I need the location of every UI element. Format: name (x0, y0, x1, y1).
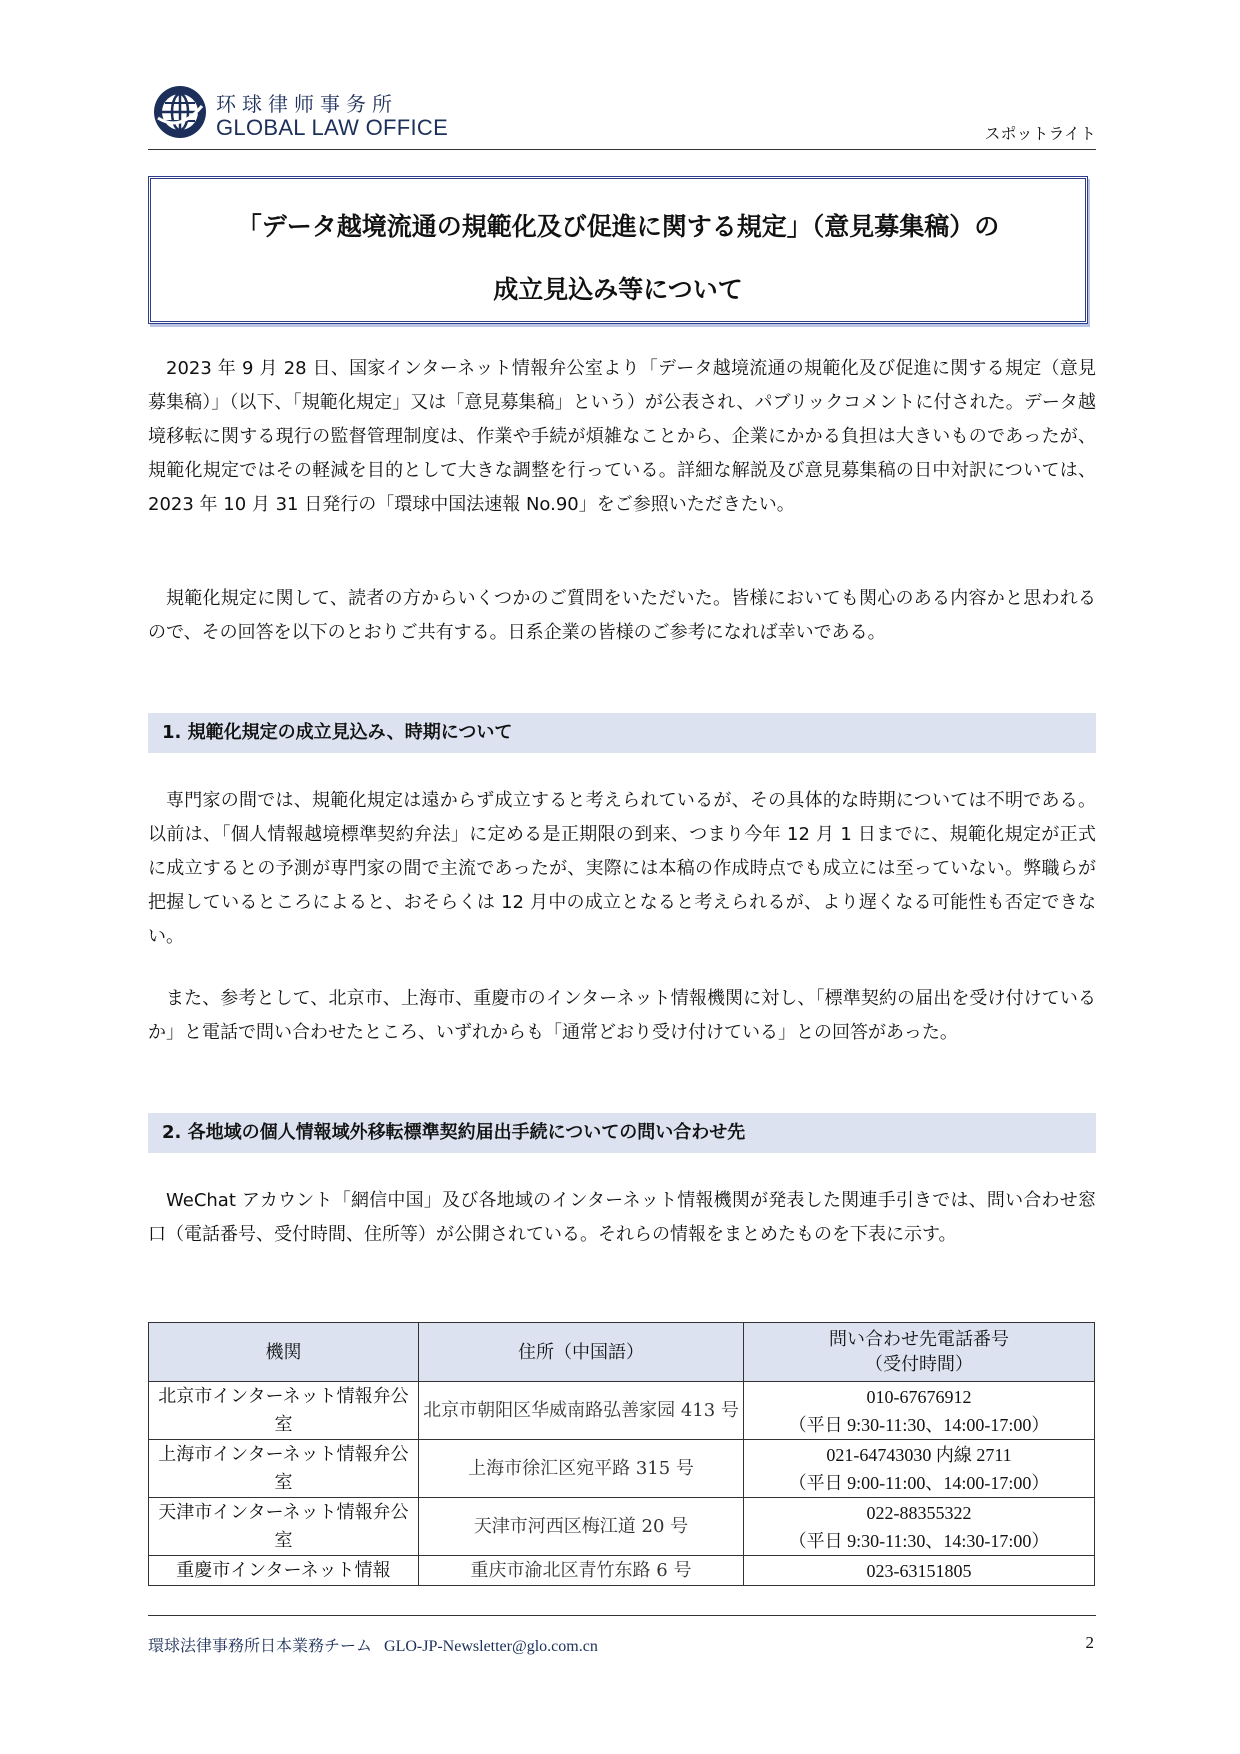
title-box (148, 176, 1088, 324)
office-hours: （平日 9:30-11:30、14:00-17:00） (788, 1414, 1050, 1435)
org-cell: 上海市インターネット情報弁公室 (149, 1440, 419, 1498)
contacts-table (148, 1322, 1095, 1586)
document-title-line2: 成立見込み等について (493, 275, 743, 304)
office-hours: （平日 9:30-11:30、14:30-17:00） (788, 1530, 1050, 1551)
globe-logo-icon (152, 84, 208, 140)
column-header-hours-label: （受付時間） (865, 1354, 973, 1375)
section-heading-2: 2. 各地域の個人情報域外移転標準契約届出手続についての問い合わせ先 (148, 1113, 1096, 1153)
office-hours: （平日 9:00-11:00、14:00-17:00） (788, 1472, 1050, 1493)
phone-cell (744, 1382, 1095, 1440)
address-cell: 重庆市渝北区青竹东路 6 号 (419, 1556, 744, 1586)
footer-divider (148, 1615, 1096, 1616)
logo-english-name: GLOBAL LAW OFFICE (216, 115, 449, 140)
logo-chinese-name: 环球律师事务所 (216, 92, 398, 116)
org-cell: 北京市インターネット情報弁公室 (149, 1382, 419, 1440)
document-title-line1: 「データ越境流通の規範化及び促進に関する規定」（意見募集稿）の (236, 212, 1000, 241)
column-header-phone (744, 1323, 1095, 1382)
section-2-paragraph-1: WeChat アカウント「網信中国」及び各地域のインターネット情報機関が発表した関連手引きでは、問い合わせ窓口（電話番号、受付時間、住所等）が公開されている。それらの情報をまとめたものを下表に示す。 (148, 1190, 1096, 1245)
column-header-phone-label: 問い合わせ先電話番号 (829, 1329, 1009, 1350)
address-cell: 上海市徐汇区宛平路 315 号 (419, 1440, 744, 1498)
phone-number: 022-88355322 (866, 1502, 972, 1523)
table-header-row (149, 1323, 1095, 1382)
footer-team-name: 環球法律事務所日本業務チーム (148, 1636, 373, 1655)
column-header-address: 住所（中国語） (419, 1323, 744, 1382)
section-1-paragraph-2: また、参考として、北京市、上海市、重慶市のインターネット情報機関に対し、「標準契約の届出を受け付けているか」と電話で問い合わせたところ、いずれからも「通常どおり受け付けている」との回答があった。 (148, 988, 1096, 1043)
column-header-org: 機関 (149, 1323, 419, 1382)
footer-email: GLO-JP-Newsletter@glo.com.cn (384, 1638, 598, 1655)
table-row (149, 1382, 1095, 1440)
phone-number: 010-67676912 (866, 1386, 972, 1407)
address-cell: 天津市河西区梅江道 20 号 (419, 1498, 744, 1556)
phone-cell (744, 1498, 1095, 1556)
org-cell: 重慶市インターネット情報 (149, 1556, 419, 1586)
table-row (149, 1556, 1095, 1586)
page-number: 2 (1085, 1633, 1094, 1652)
phone-number: 021-64743030 内線 2711 (826, 1444, 1012, 1465)
table-row (149, 1440, 1095, 1498)
org-cell: 天津市インターネット情報弁公室 (149, 1498, 419, 1556)
address-cell: 北京市朝阳区华威南路弘善家园 413 号 (419, 1382, 744, 1440)
header-divider (148, 149, 1096, 150)
intro-paragraph-2: 規範化規定に関して、読者の方からいくつかのご質問をいただいた。皆様においても関心のある内容かと思われるので、その回答を以下のとおりご共有する。日系企業の皆様のご参考になれば幸いである。 (148, 588, 1096, 643)
phone-cell (744, 1440, 1095, 1498)
table-row (149, 1498, 1095, 1556)
category-label: スポットライト (984, 124, 1096, 143)
phone-cell (744, 1556, 1095, 1586)
section-heading-1: 1. 規範化規定の成立見込み、時期について (148, 713, 1096, 753)
section-1-paragraph-1: 専門家の間では、規範化規定は遠からず成立すると考えられているが、その具体的な時期については不明である。以前は、「個人情報越境標準契約弁法」に定める是正期限の到来、つまり今年 12 月 1 日までに、規範化規定が正式に成立するとの予測が専門家の間で主流であったが、実際には本稿の作成時点でも成立には至っていない。弊職らが把握しているところによると、おそらくは 12 月中の成立となると考えられるが、より遅くなる可能性も否定できない。 (148, 790, 1096, 947)
footer-info (148, 1633, 598, 1656)
intro-paragraph-1: 2023 年 9 月 28 日、国家インターネット情報弁公室より「データ越境流通の規範化及び促進に関する規定（意見募集稿）」（以下、「規範化規定」又は「意見募集稿」という）が公表され、パブリックコメントに付された。データ越境移転に関する現行の監督管理制度は、作業や手続が煩雑なことから、企業にかかる負担は大きいものであったが、規範化規定ではその軽減を目的として大きな調整を行っている。詳細な解説及び意見募集稿の日中対訳については、2023 年 10 月 31 日発行の「環球中国法速報 No.90」をご参照いただきたい。 (148, 358, 1096, 515)
phone-number: 023-63151805 (866, 1560, 972, 1581)
